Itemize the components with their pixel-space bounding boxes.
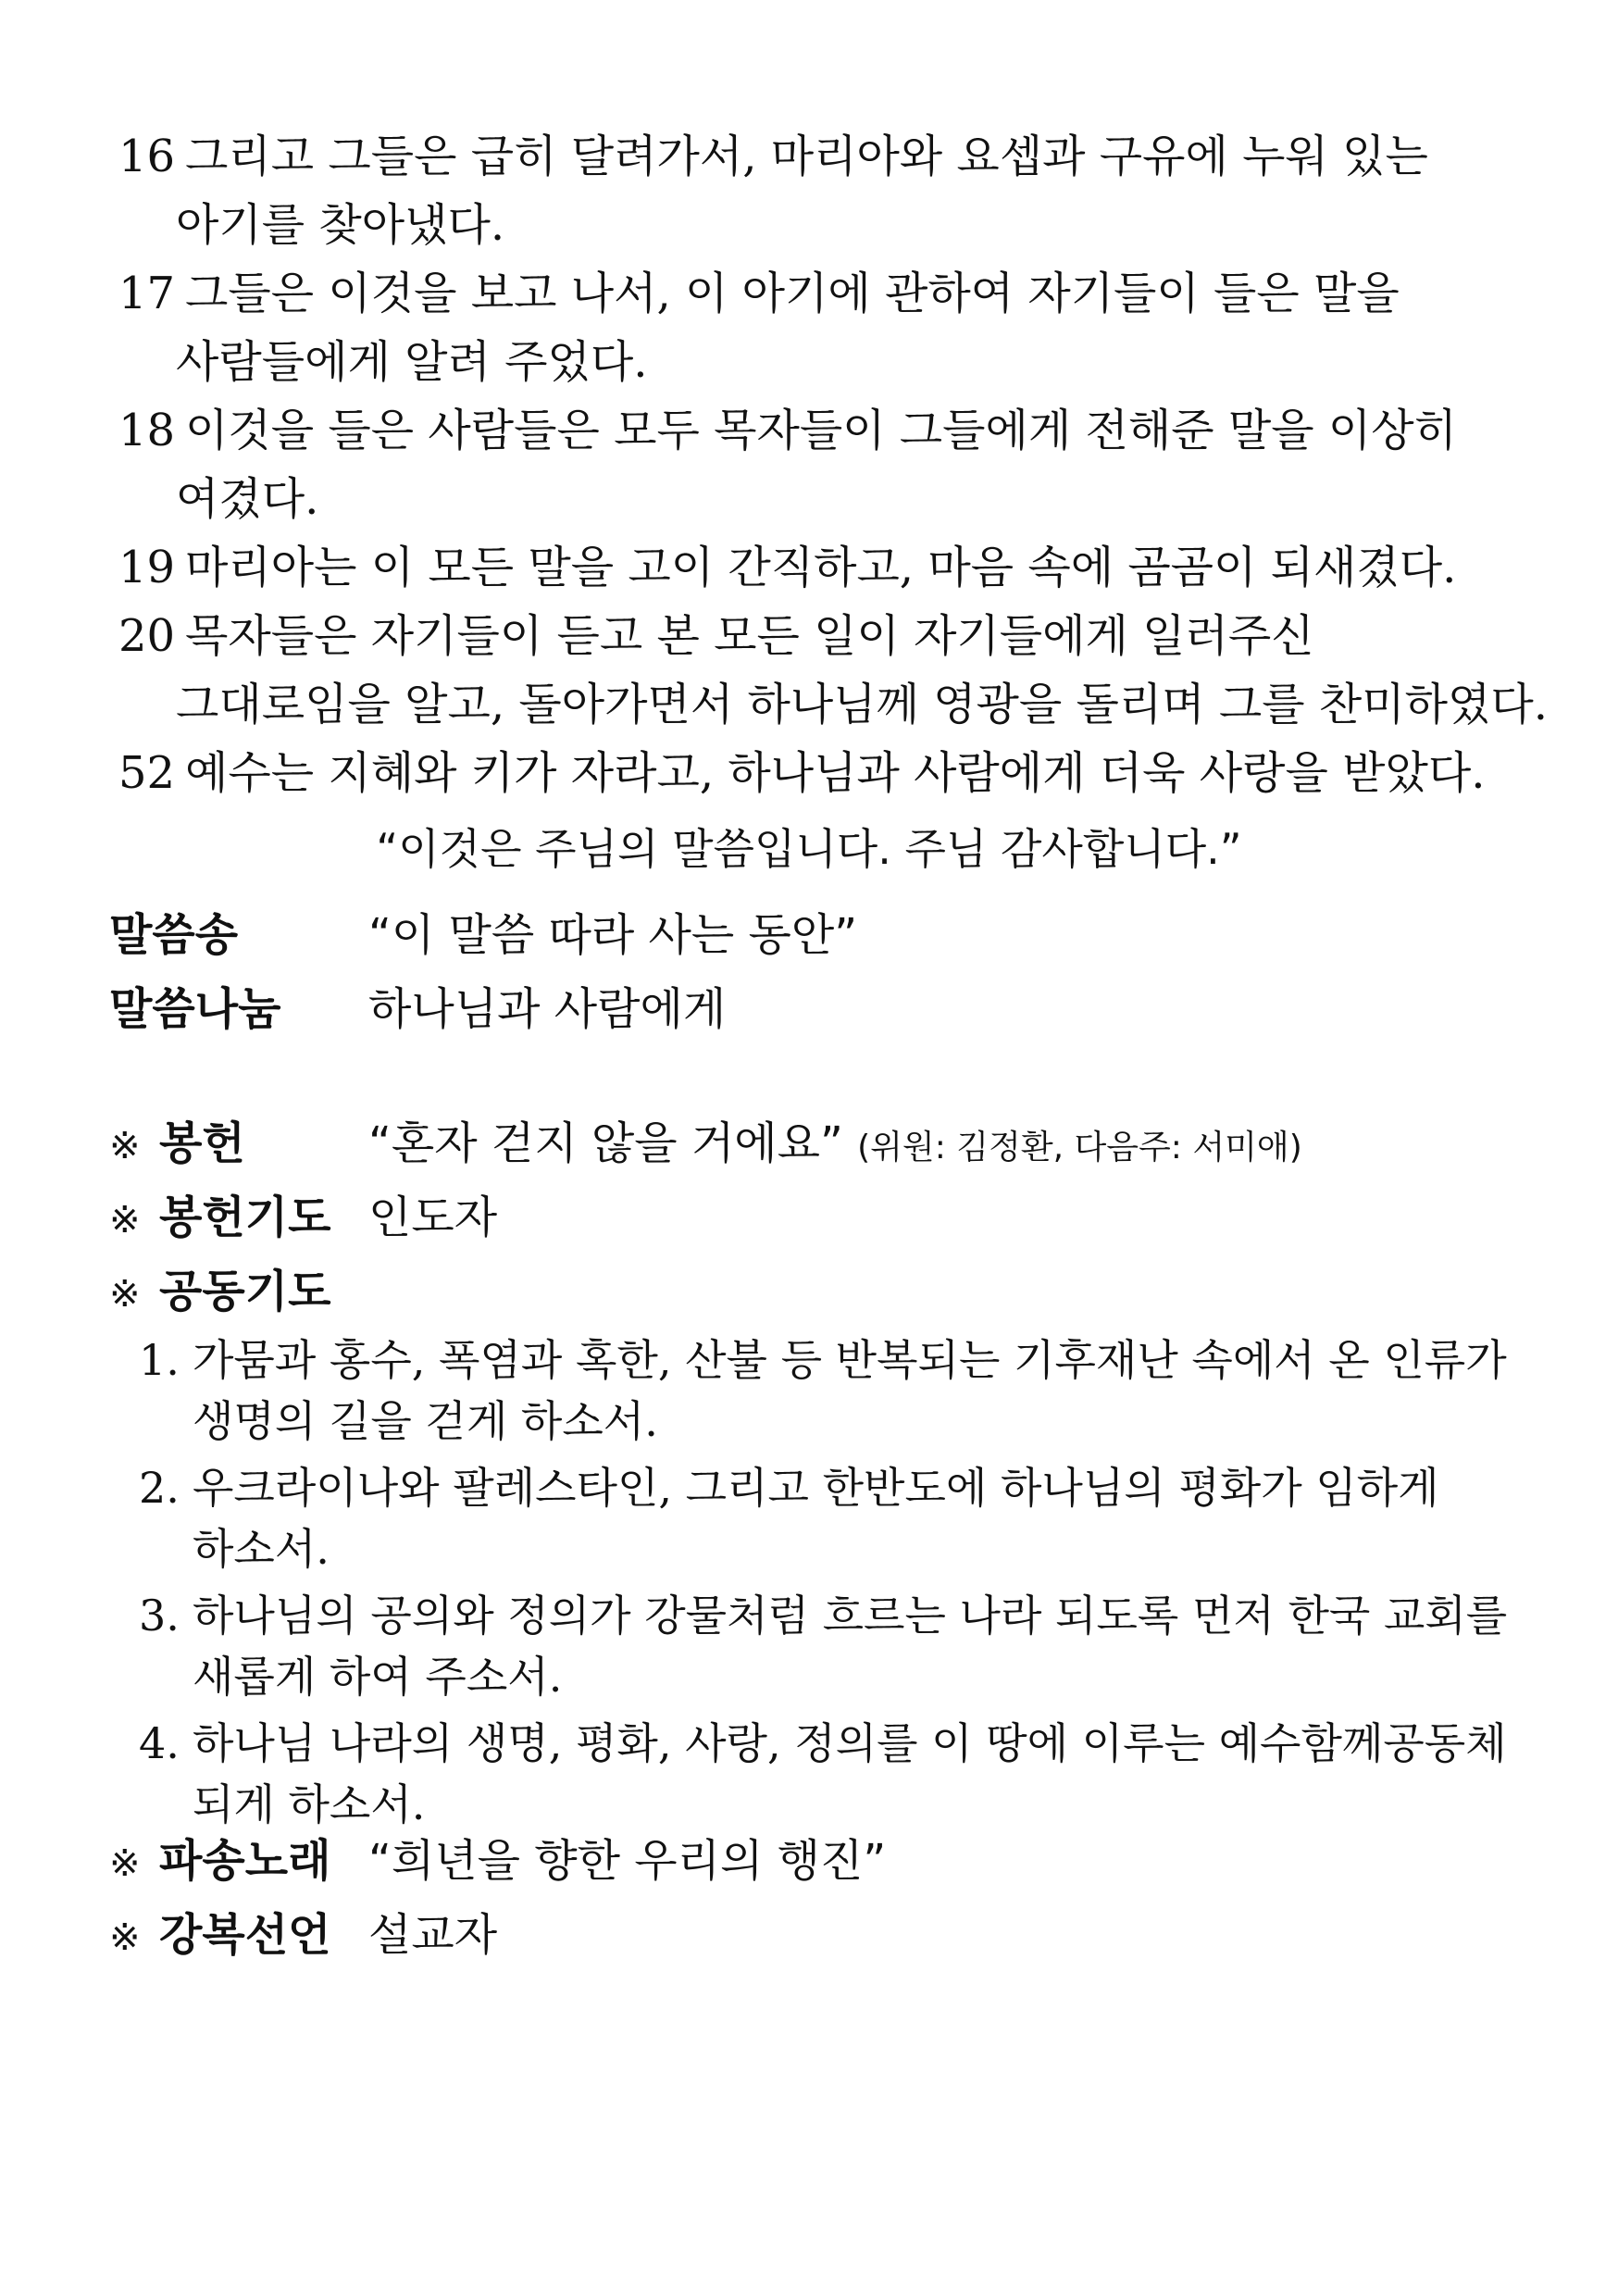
verse-text-continued: 여겼다. (176, 473, 319, 525)
verse-text-continued: 아기를 찾아냈다. (176, 199, 505, 251)
benediction-label: 강복선언 (159, 1909, 331, 1961)
prayer-number: 4. (139, 1718, 180, 1768)
standing-mark-icon: ※ (109, 1125, 141, 1167)
verse-16 (118, 122, 1562, 259)
prayer-number: 3. (139, 1591, 180, 1641)
prayer-text: 우크라이나와 팔레스타인, 그리고 한반도에 하나님의 평화가 임하게 (193, 1463, 1439, 1513)
offering-row (109, 1111, 1302, 1179)
prayer-item (139, 1329, 1562, 1452)
sending-song-title: “희년을 향한 우리의 행진” (368, 1835, 887, 1887)
verse-text: 그들은 이것을 보고 나서, 이 아기에 관하여 자기들이 들은 말을 (185, 268, 1400, 319)
prayer-text: 하나님 나라의 생명, 평화, 사랑, 정의를 이 땅에 이루는 예수함께공동체 (193, 1718, 1507, 1768)
prayer-text-continued: 되게 하소서. (193, 1779, 426, 1829)
verse-20 (118, 602, 1562, 739)
verse-number: 52 (118, 747, 176, 799)
sending-song-label: 파송노래 (159, 1835, 331, 1887)
verse-text-continued: 사람들에게 알려 주었다. (176, 336, 648, 388)
prayer-number: 2. (139, 1463, 180, 1513)
prayer-text: 하나님의 공의와 정의가 강물처럼 흐르는 나라 되도록 먼저 한국 교회를 (193, 1591, 1508, 1641)
standing-mark-icon: ※ (109, 1199, 141, 1242)
prayer-text-continued: 새롭게 하여 주소서. (193, 1652, 563, 1702)
offering-value (368, 1111, 1302, 1180)
standing-mark-icon: ※ (109, 1916, 141, 1959)
verse-text-continued: 그대로임을 알고, 돌아가면서 하나님께 영광을 돌리며 그를 찬미하였다. (176, 679, 1548, 730)
offering-song-title: “혼자 걷지 않을 거에요” (368, 1117, 843, 1169)
verse-number: 20 (118, 610, 176, 662)
standing-mark-icon: ※ (109, 1842, 141, 1885)
offering-prayer-row (109, 1185, 498, 1253)
verse-number: 18 (118, 405, 176, 456)
sermon-title: 하나님과 사람에게 (368, 983, 727, 1035)
verse-number: 19 (118, 542, 176, 593)
verse-number: 17 (118, 268, 176, 319)
verse-52 (118, 739, 1562, 807)
verse-text: 그리고 그들은 급히 달려가서, 마리아와 요셉과 구유에 누워 있는 (185, 131, 1428, 182)
prayer-item (139, 1585, 1562, 1707)
verse-number: 16 (118, 131, 176, 182)
verse-text: 예수는 지혜와 키가 자라고, 하나님과 사람에게 더욱 사랑을 받았다. (185, 747, 1486, 799)
word-sharing-label: 말씀나눔 (109, 983, 281, 1035)
sending-song-row (109, 1828, 887, 1896)
prayer-text-continued: 하소서. (193, 1524, 330, 1574)
word-song-row (109, 903, 858, 967)
verse-19 (118, 533, 1562, 602)
offering-label: 봉헌 (159, 1117, 245, 1169)
prayer-item (139, 1457, 1562, 1579)
common-prayer-row (109, 1259, 330, 1327)
word-song-label: 말씀송 (109, 909, 239, 961)
scripture-reading (118, 122, 1562, 807)
standing-mark-icon: ※ (109, 1273, 141, 1316)
common-prayer-list (139, 1329, 1562, 1841)
verse-text: 목자들은 자기들이 듣고 본 모든 일이 자기들에게 일러주신 (185, 610, 1314, 662)
prayer-text: 가뭄과 홍수, 폭염과 혹한, 산불 등 반복되는 기후재난 속에서 온 인류가 (193, 1335, 1507, 1385)
prayer-item (139, 1713, 1562, 1835)
prayer-text-continued: 생명의 길을 걷게 하소서. (193, 1396, 658, 1446)
verse-text: 이것을 들은 사람들은 모두 목자들이 그들에게 전해준 말을 이상히 (185, 405, 1458, 456)
word-sharing-row (109, 977, 727, 1042)
common-prayer-label: 공동기도 (159, 1266, 331, 1317)
verse-17 (118, 259, 1562, 396)
offering-prayer-leader: 인도자 (368, 1192, 498, 1243)
word-song-title: “이 말씀 따라 사는 동안” (368, 909, 858, 961)
verse-18 (118, 396, 1562, 533)
verse-text: 마리아는 이 모든 말을 고이 간직하고, 마음 속에 곰곰이 되새겼다. (185, 542, 1457, 593)
benediction-leader: 설교자 (368, 1909, 498, 1961)
offering-prayer-label: 봉헌기도 (159, 1192, 331, 1243)
benediction-row (109, 1903, 498, 1970)
prayer-number: 1. (139, 1335, 180, 1385)
offering-note: (위원: 김정환, 다음주: 서미애) (857, 1129, 1302, 1167)
scripture-closing-response: “이것은 주님의 말씀입니다. 주님 감사합니다.” (376, 824, 1242, 874)
